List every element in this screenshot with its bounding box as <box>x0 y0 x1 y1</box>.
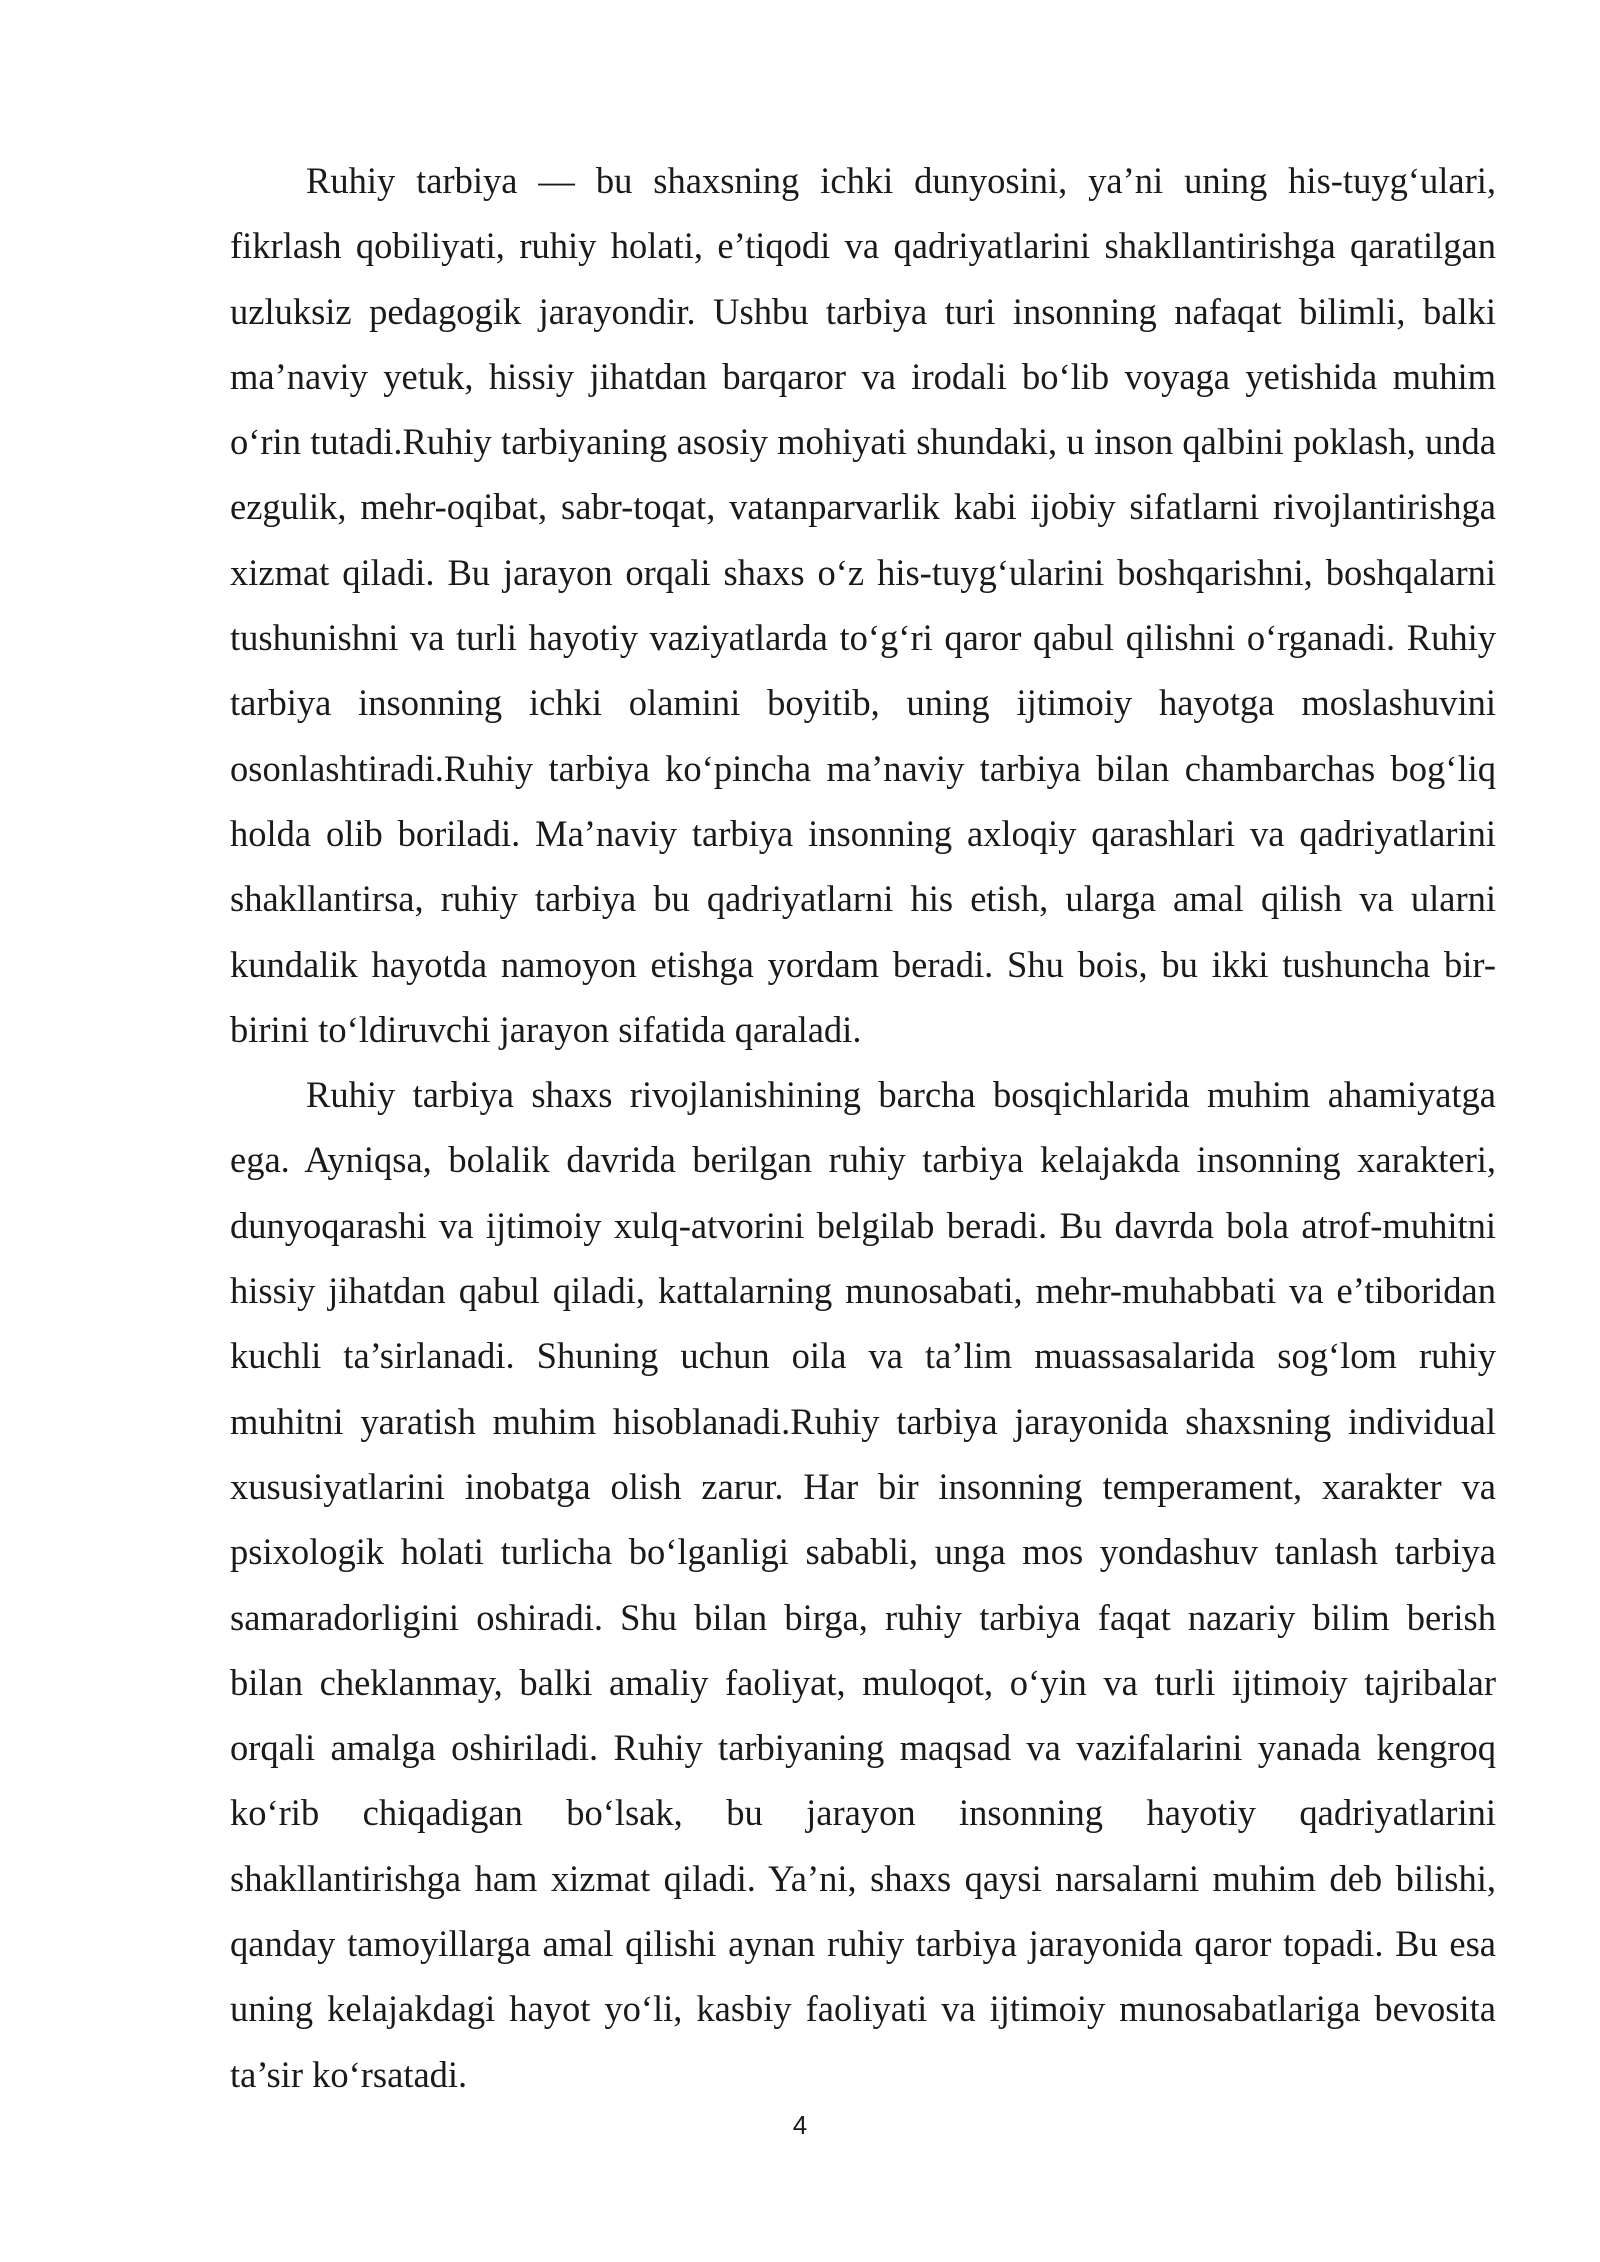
paragraph: Ruhiy tarbiya — bu shaxsning ichki dunyosini, ya’ni uning his-tuyg‘ulari, fikrlash qobiliyati, ruhiy holati, e’tiqodi va qadriyatlarini shakllantirishga qaratilgan uzluksiz pedagogik jarayondir. Ushbu tarbiya turi insonning nafaqat bilimli, balki ma’naviy yetuk, hissiy jihatdan barqaror va irodali bo‘lib voyaga yetishida muhim o‘rin tutadi.Ruhiy tarbiyaning asosiy mohiyati shundaki, u inson qalbini poklash, unda ezgulik, mehr-oqibat, sabr-toqat, vatanparvarlik kabi ijobiy sifatlarni rivojlantirishga xizmat qiladi. Bu jarayon orqali shaxs o‘z his-tuyg‘ularini boshqarishni, boshqalarni tushunishni va turli hayotiy vaziyatlarda to‘g‘ri qaror qabul qilishni o‘rganadi. Ruhiy tarbiya insonning ichki olamini boyitib, uning ijtimoiy hayotga moslashuvini osonlashtiradi.Ruhiy tarbiya ko‘pincha ma’naviy tarbiya bilan chambarchas bog‘liq holda olib boriladi. Ma’naviy tarbiya insonning axloqiy qarashlari va qadriyatlarini shakllantirsa, ruhiy tarbiya bu qadriyatlarni his etish, ularga amal qilish va ularni kundalik hayotda namoyon etishga yordam beradi. Shu bois, bu ikki tushuncha bir-birini to‘ldiruvchi jarayon sifatida qaraladi. <box>230 160 1496 1050</box>
paragraph: Ruhiy tarbiya shaxs rivojlanishining barcha bosqichlarida muhim ahamiyatga ega. Ayniqsa, bolalik davrida berilgan ruhiy tarbiya kelajakda insonning xarakteri, dunyoqarashi va ijtimoiy xulq-atvorini belgilab beradi. Bu davrda bola atrof-muhitni hissiy jihatdan qabul qiladi, kattalarning munosabati, mehr-muhabbati va e’tiboridan kuchli ta’sirlanadi. Shuning uchun oila va ta’lim muassasalarida sog‘lom ruhiy muhitni yaratish muhim hisoblanadi.Ruhiy tarbiya jarayonida shaxsning individual xususiyatlarini inobatga olish zarur. Har bir insonning temperament, xarakter va psixologik holati turlicha bo‘lganligi sababli, unga mos yondashuv tanlash tarbiya samaradorligini oshiradi. Shu bilan birga, ruhiy tarbiya faqat nazariy bilim berish bilan cheklanmay, balki amaliy faoliyat, muloqot, o‘yin va turli ijtimoiy tajribalar orqali amalga oshiriladi. Ruhiy tarbiyaning maqsad va vazifalarini yanada kengroq ko‘rib chiqadigan bo‘lsak, bu jarayon insonning hayotiy qadriyatlarini shakllantirishga ham xizmat qiladi. Ya’ni, shaxs qaysi narsalarni muhim deb bilishi, qanday tamoyillarga amal qilishi aynan ruhiy tarbiya jarayonida qaror topadi. Bu esa uning kelajakdagi hayot yo‘li, kasbiy faoliyati va ijtimoiy munosabatlariga bevosita ta’sir ko‘rsatadi. <box>230 1074 1496 2095</box>
page-number: 4 <box>792 2110 808 2140</box>
body-text <box>230 148 1496 2107</box>
